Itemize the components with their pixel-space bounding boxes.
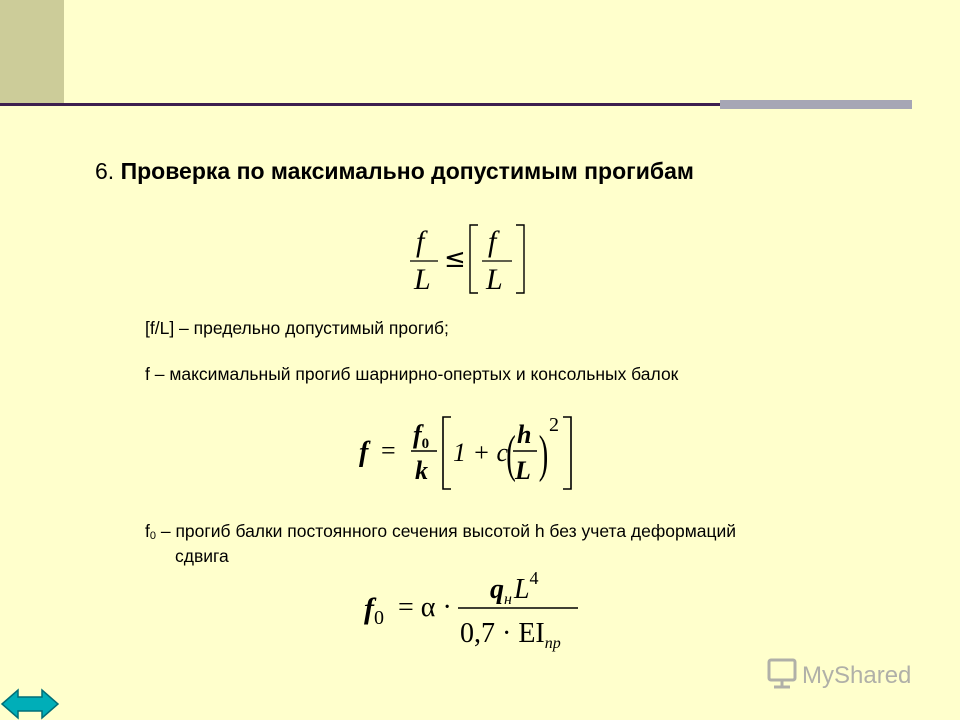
formula1-f-num-bracket: f <box>488 225 497 258</box>
definition-f0-continuation: сдвига <box>175 546 229 566</box>
watermark-text: MyShared <box>802 662 912 689</box>
watermark-logo <box>766 656 926 692</box>
presentation-icon <box>769 660 795 687</box>
formula2-left-bracket <box>443 417 451 489</box>
formula2-right-bracket <box>563 417 571 489</box>
formula2-left-paren: ( <box>506 426 516 484</box>
title-text: Проверка по максимально допустимым прогибам <box>120 158 694 184</box>
formula2-one-plus-c: 1 + c <box>453 438 509 467</box>
nav-double-arrow-button[interactable] <box>0 688 60 720</box>
definition-f0-symbol: f <box>145 521 150 541</box>
definition-f0 <box>145 521 736 542</box>
formula-max-deflection <box>355 405 585 495</box>
formula2-eq: = <box>381 436 396 465</box>
formula-deflection-check <box>400 215 540 297</box>
formula1-right-bracket <box>516 225 524 293</box>
formula3-eq-alpha: = α · <box>398 592 452 623</box>
definition-f: f – максимальный прогиб шарнирно-опертых и консольных балок <box>145 364 679 384</box>
formula2-exponent: 2 <box>549 414 559 436</box>
formula2-f: f <box>359 437 369 468</box>
formula1-f-num: f <box>416 225 425 258</box>
header-accent-rule <box>720 100 912 109</box>
definition-limit: [f/L] – предельно допустимый прогиб; <box>145 318 449 338</box>
header-rule <box>0 103 720 106</box>
formula1-L-den-bracket: L <box>486 263 503 296</box>
formula1-left-bracket <box>470 225 478 293</box>
formula2-k: k <box>415 456 428 485</box>
formula2-L: L <box>515 456 531 485</box>
formula2-f0: f0 <box>413 420 430 452</box>
formula-beam-deflection <box>360 560 585 655</box>
formula3-numerator: $q_нL^4$ <box>490 568 539 608</box>
slide-title <box>95 158 694 185</box>
formula2-h: h <box>517 420 532 449</box>
definition-f0-text: – прогиб балки постоянного сечения высотой h без учета деформаций <box>156 521 737 541</box>
formula1-L-den: L <box>414 263 431 296</box>
formula1-leq: ≤ <box>444 244 466 274</box>
formula3-f0: $f_0$ <box>364 592 384 629</box>
formula3-denominator: $0,7 \cdot EI_{пр}$ <box>460 618 561 652</box>
formula2-right-paren: ) <box>538 426 549 484</box>
sidebar-accent-block <box>0 0 64 103</box>
title-number: 6. <box>95 158 115 184</box>
double-arrow-icon <box>2 690 58 718</box>
definition-f0-subscript: 0 <box>149 530 156 542</box>
